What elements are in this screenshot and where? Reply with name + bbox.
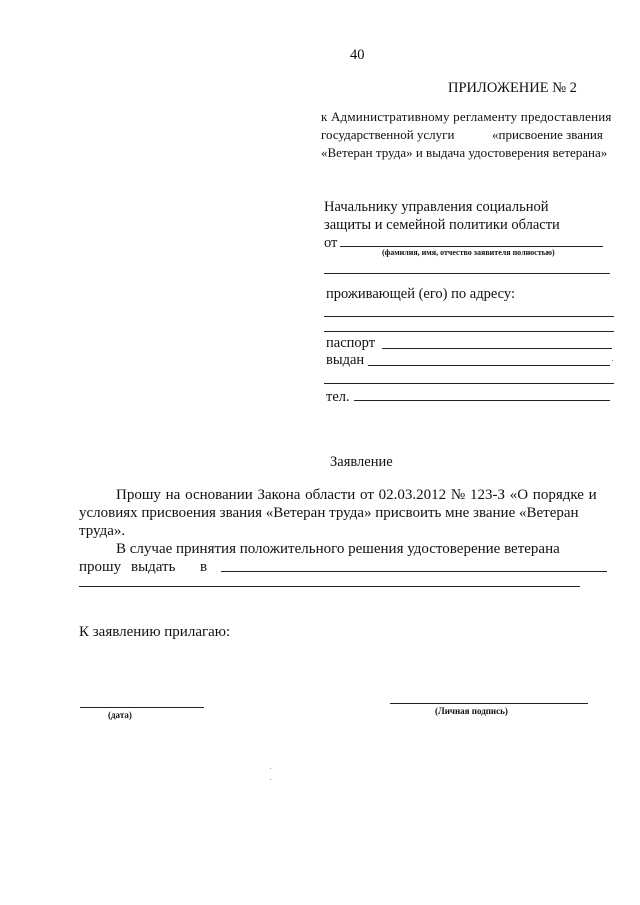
address-line-1[interactable]	[324, 316, 614, 317]
appendix-line-2a: государственной услуги	[321, 127, 455, 142]
statement-para2-word-vydat: выдать	[131, 559, 176, 575]
phone-label: тел.	[326, 389, 350, 405]
address-line-2[interactable]	[324, 331, 614, 332]
scan-speck	[270, 779, 271, 780]
scan-speck	[270, 768, 271, 769]
passport-label: паспорт	[326, 335, 376, 351]
appendix-line-3: «Ветеран труда» и выдача удостоверения ветерана»	[321, 145, 608, 160]
passport-field-line[interactable]	[382, 348, 612, 349]
statement-para2-line1: В случае принятия положительного решения удостоверение ветерана	[116, 541, 560, 557]
issued-field-line-2[interactable]	[324, 383, 614, 384]
date-field-line[interactable]	[80, 707, 204, 708]
appendix-title: ПРИЛОЖЕНИЕ № 2	[448, 80, 577, 96]
statement-para1-line2: условиях присвоения звания «Ветеран труда» присвоить мне звание «Ветеран	[79, 505, 579, 521]
issued-field-line[interactable]	[368, 365, 610, 366]
signature-field-line[interactable]	[390, 703, 588, 704]
appendix-line-1: к Административному регламенту предоставления	[321, 109, 612, 124]
statement-para2-word-v: в	[200, 559, 208, 575]
residing-label: проживающей (его) по адресу:	[326, 286, 515, 302]
issued-label: выдан	[326, 352, 365, 368]
issue-place-line-1[interactable]	[221, 571, 607, 572]
attachments-label: К заявлению прилагаю:	[79, 624, 231, 640]
page-number: 40	[350, 47, 365, 63]
from-label: от	[324, 235, 338, 251]
phone-field-line[interactable]	[354, 400, 610, 401]
addressee-line-2: защиты и семейной политики области	[324, 217, 560, 233]
issue-place-line-2[interactable]	[79, 586, 580, 587]
from-hint: (фамилия, имя, отчество заявителя полностью)	[382, 248, 555, 257]
signature-hint: (Личная подпись)	[435, 706, 508, 716]
addressee-line-1: Начальнику управления социальной	[324, 199, 549, 215]
from-field-line-2[interactable]	[324, 273, 610, 274]
from-field-line[interactable]	[340, 246, 603, 247]
statement-para1-line3: труда».	[79, 523, 126, 539]
statement-title: Заявление	[330, 454, 393, 470]
appendix-line-2b: «присвоение звания	[492, 127, 603, 142]
date-hint: (дата)	[108, 710, 132, 720]
scan-speck	[612, 360, 613, 361]
statement-para1-line1: Прошу на основании Закона области от 02.03.2012 № 123-З «О порядке и	[116, 487, 597, 503]
statement-para2-word-prosu: прошу	[79, 559, 122, 575]
